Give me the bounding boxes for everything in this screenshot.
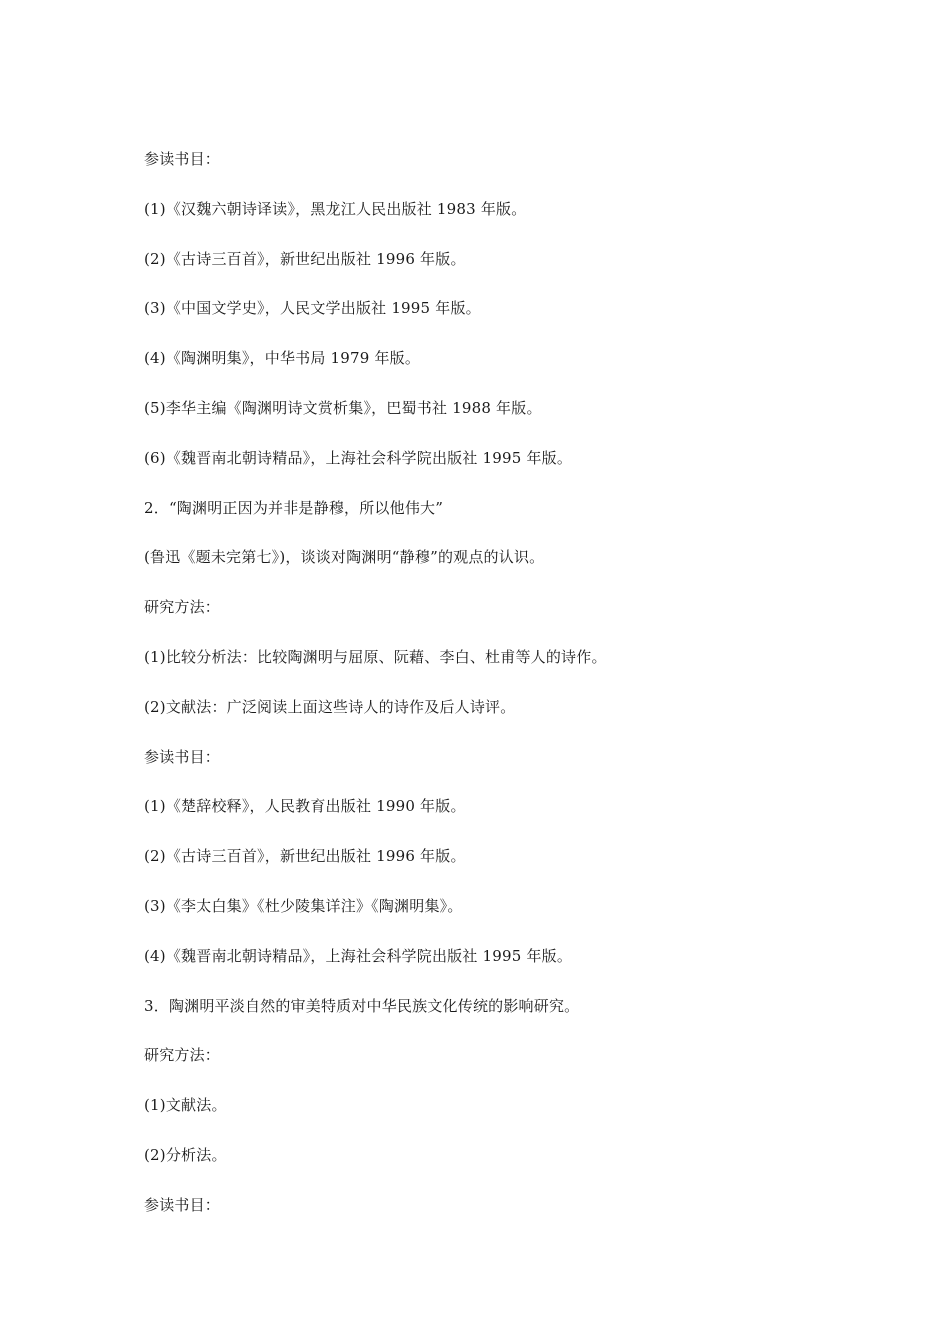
reading-list-item: (3)《中国文学史》，人民文学出版社 1995 年版。 bbox=[144, 299, 481, 318]
topic-description-2: (鲁迅《题未完第七》)，谈谈对陶渊明“静穆”的观点的认识。 bbox=[144, 548, 545, 567]
reading-list-item: (1)《汉魏六朝诗译读》，黑龙江人民出版社 1983 年版。 bbox=[144, 199, 527, 218]
topic-heading-2: 2．“陶渊明正因为并非是静穆，所以他伟大” bbox=[144, 498, 444, 517]
reading-list-item: (5)李华主编《陶渊明诗文赏析集》，巴蜀书社 1988 年版。 bbox=[144, 398, 542, 417]
reading-list-item: (6)《魏晋南北朝诗精品》，上海社会科学院出版社 1995 年版。 bbox=[144, 448, 573, 467]
section-heading-research-method-2: 研究方法： bbox=[144, 598, 221, 617]
research-method-item: (2)文献法：广泛阅读上面这些诗人的诗作及后人诗评。 bbox=[144, 697, 516, 716]
section-heading-research-method-3: 研究方法： bbox=[144, 1046, 221, 1065]
reading-list-item: (4)《魏晋南北朝诗精品》，上海社会科学院出版社 1995 年版。 bbox=[144, 946, 573, 965]
topic-heading-3: 3．陶渊明平淡自然的审美特质对中华民族文化传统的影响研究。 bbox=[144, 996, 580, 1015]
research-method-item: (1)文献法。 bbox=[144, 1096, 227, 1115]
reading-list-item: (1)《楚辞校释》，人民教育出版社 1990 年版。 bbox=[144, 797, 466, 816]
research-method-item: (2)分析法。 bbox=[144, 1145, 227, 1164]
reading-list-item: (4)《陶渊明集》，中华书局 1979 年版。 bbox=[144, 349, 421, 368]
reading-list-item: (2)《古诗三百首》，新世纪出版社 1996 年版。 bbox=[144, 249, 466, 268]
reading-list-item: (2)《古诗三百首》，新世纪出版社 1996 年版。 bbox=[144, 847, 466, 866]
section-heading-reading-list-1: 参读书目： bbox=[144, 150, 221, 168]
research-method-item: (1)比较分析法：比较陶渊明与屈原、阮藉、李白、杜甫等人的诗作。 bbox=[144, 647, 607, 666]
section-heading-reading-list-2: 参读书目： bbox=[144, 747, 221, 766]
document-page bbox=[144, 149, 844, 1245]
reading-list-item: (3)《李太白集》《杜少陵集详注》《陶渊明集》。 bbox=[144, 896, 463, 915]
section-heading-reading-list-3: 参读书目： bbox=[144, 1195, 221, 1214]
